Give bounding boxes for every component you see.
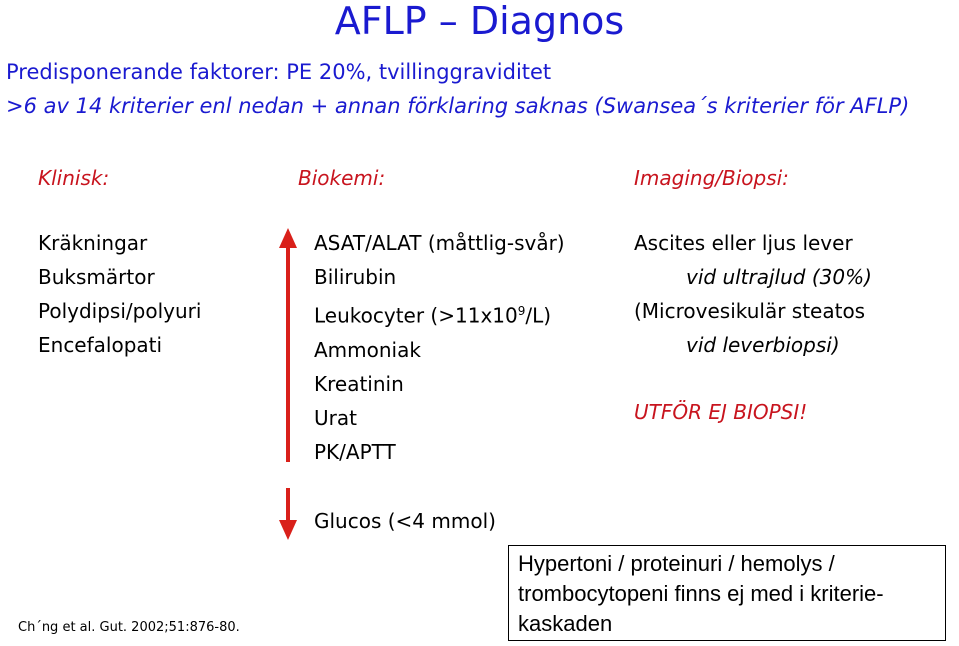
imaging-list xyxy=(634,226,872,362)
list-item: Kräkningar xyxy=(38,231,148,255)
note-box: Hypertoni / proteinuri / hemolys / trombocytopeni finns ej med i kriterie-kaskaden xyxy=(508,545,946,641)
criteria-statement: >6 av 14 kriterier enl nedan + annan förklaring saknas (Swansea´s kriterier för AFLP) xyxy=(6,94,910,118)
list-item: Kreatinin xyxy=(314,371,404,396)
imaging-heading: Imaging/Biopsi: xyxy=(634,166,789,190)
list-item: Polydipsi/polyuri xyxy=(38,299,202,323)
biopsy-warning: UTFÖR EJ BIOPSI! xyxy=(634,400,808,424)
list-item: Ammoniak xyxy=(314,337,421,362)
clinical-list xyxy=(38,226,201,362)
reference: Ch´ng et al. Gut. 2002;51:876-80. xyxy=(18,620,240,635)
list-item: Ascites eller ljus lever xyxy=(634,231,853,255)
leukocyte-exponent: 9 xyxy=(517,304,526,318)
list-item: Urat xyxy=(314,405,357,430)
list-item: PK/APTT xyxy=(314,439,396,464)
list-item: Encefalopati xyxy=(38,333,163,357)
predisposing-factors: Predisponerande faktorer: PE 20%, tvillinggraviditet xyxy=(6,60,552,84)
leukocyte-label: Leukocyter (>11x10 xyxy=(314,303,518,328)
list-item xyxy=(314,294,565,333)
page-title: AFLP – Diagnos xyxy=(334,0,625,43)
list-item: vid ultrajlud (30%) xyxy=(686,265,872,289)
list-item: ASAT/ALAT (måttlig-svår) xyxy=(314,231,565,255)
biochem-list xyxy=(314,226,565,469)
list-item: vid leverbiopsi) xyxy=(686,333,840,357)
biochem-heading: Biokemi: xyxy=(298,166,386,190)
clinical-heading: Klinisk: xyxy=(38,166,110,190)
list-item: Bilirubin xyxy=(314,265,397,289)
leukocyte-unit: /L) xyxy=(525,303,552,328)
arrow-up-icon xyxy=(276,226,300,464)
list-item: Buksmärtor xyxy=(38,265,155,289)
glucose-item: Glucos (<4 mmol) xyxy=(314,509,496,533)
arrow-down-icon xyxy=(276,488,300,542)
list-item: (Microvesikulär steatos xyxy=(634,299,866,323)
